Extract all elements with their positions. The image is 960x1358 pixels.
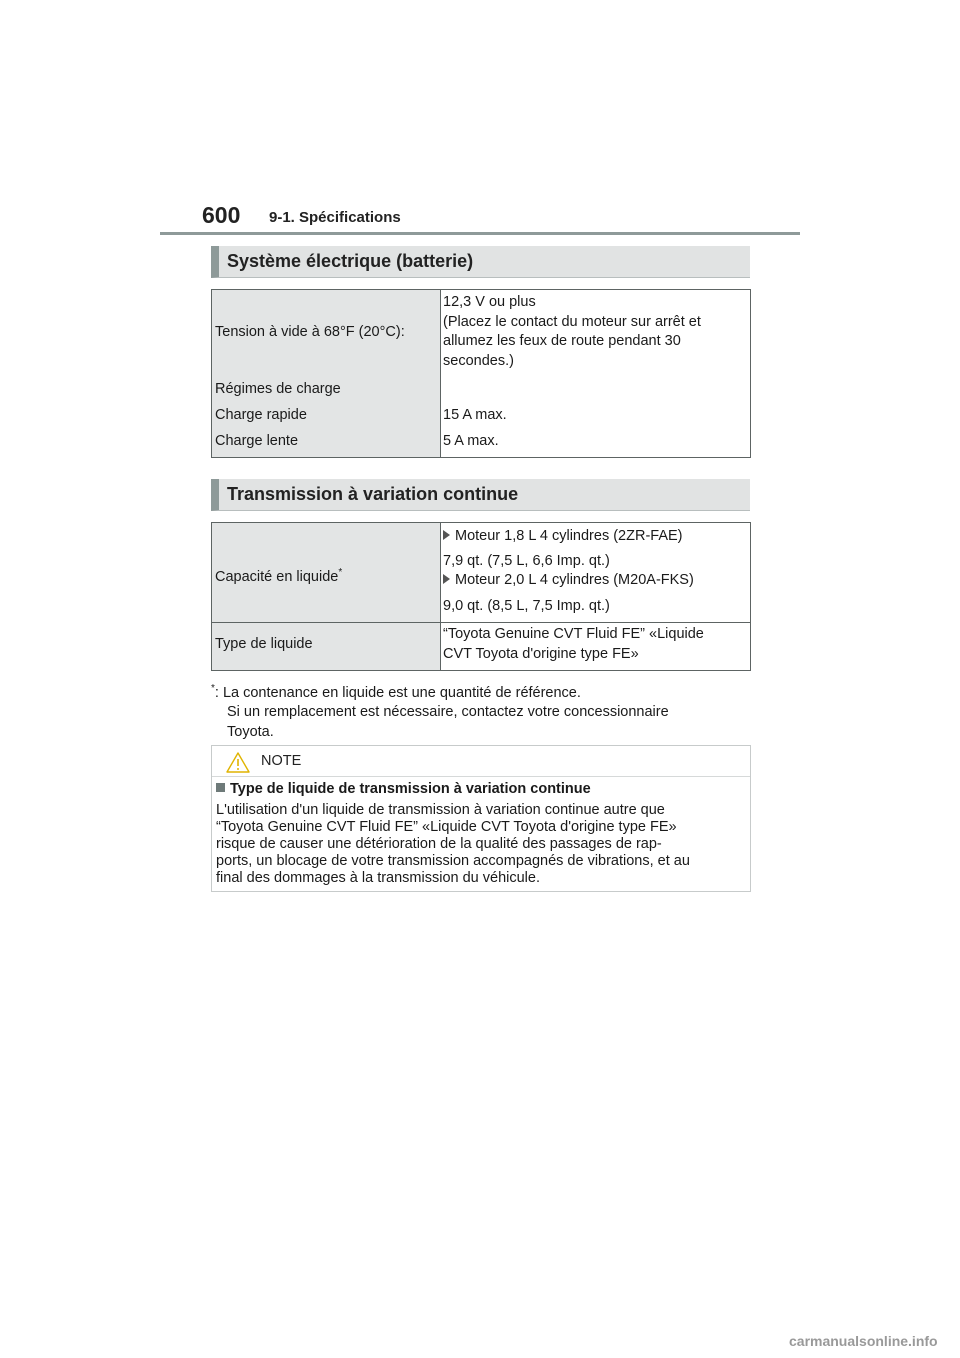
voltage-value: 12,3 V ou plus (Placez le contact du moteur sur arrêt et allumez les feux de route pendant 30 secondes.): [443, 294, 701, 369]
section-title-electrical: [211, 246, 750, 278]
footnote-mark: *: [338, 567, 343, 578]
note-box: [211, 745, 751, 892]
charge-rates-label: Régimes de charge: [215, 381, 341, 397]
warning-triangle-icon: [226, 752, 250, 773]
engine1-item: Moteur 1,8 L 4 cylindres (2ZR-FAE): [443, 527, 743, 547]
note-label: NOTE: [261, 753, 302, 769]
note-header: [212, 746, 750, 777]
arrow-right-icon: [443, 530, 450, 540]
section-title-transmission: [211, 479, 750, 511]
engine2-capacity: 9,0 qt. (8,5 L, 7,5 Imp. qt.): [443, 598, 610, 614]
voltage-label: Tension à vide à 68°F (20°C):: [215, 324, 405, 340]
electrical-spec-table: [211, 289, 751, 458]
engine1-capacity: 7,9 qt. (7,5 L, 6,6 Imp. qt.): [443, 553, 610, 569]
row-separator: [212, 622, 750, 623]
fluid-capacity-label: Capacité en liquide*: [215, 567, 343, 585]
fluid-type-label: Type de liquide: [215, 636, 313, 652]
transmission-spec-table: [211, 522, 751, 671]
fast-charge-label: Charge rapide: [215, 407, 307, 423]
section-title-text: Système électrique (batterie): [227, 251, 474, 271]
square-bullet-icon: [216, 783, 225, 792]
page-header: [160, 200, 800, 236]
slow-charge-label: Charge lente: [215, 433, 299, 449]
arrow-right-icon: [443, 574, 450, 584]
slow-charge-value: 5 A max.: [443, 433, 499, 449]
section-label: 9-1. Spécifications: [269, 209, 401, 226]
watermark: carmanualsonline.info: [789, 1333, 938, 1349]
header-rule: [160, 232, 800, 235]
page-number: 600: [202, 202, 241, 228]
note-body: L'utilisation d'un liquide de transmission à variation continue autre que “Toyota Genuine CVT Fluid FE” «Liquide CVT Toyota d'origine type FE» risque de causer une détérioration de la qualité des passages de rap- ports, un blocage de votre transmission accompagnés de vibrations, et au final des dommages à la transmission du véhicule.: [216, 802, 690, 886]
engine2-item: Moteur 2,0 L 4 cylindres (M20A-FKS): [443, 571, 743, 591]
section-title-text: Transmission à variation continue: [227, 484, 519, 504]
fluid-type-value: “Toyota Genuine CVT Fluid FE” «Liquide CVT Toyota d'origine type FE»: [443, 626, 704, 662]
fast-charge-value: 15 A max.: [443, 407, 507, 423]
note-subtitle: Type de liquide de transmission à variation continue: [216, 781, 591, 797]
footnote: *: La contenance en liquide est une quantité de référence. Si un remplacement est nécessaire, contactez votre concessionnaire Toyota.: [211, 683, 669, 740]
